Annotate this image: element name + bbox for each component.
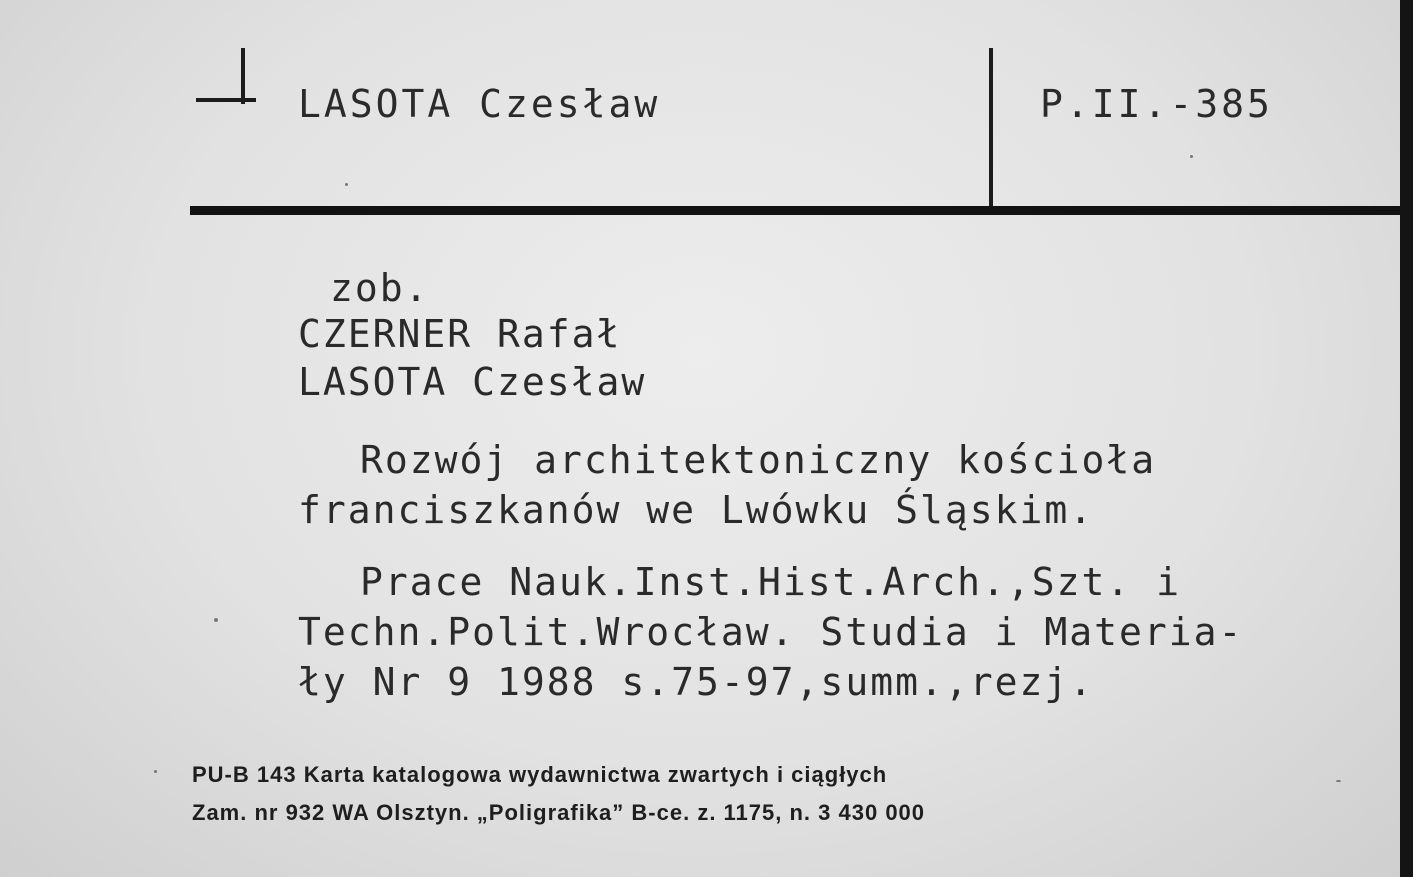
corner-mark-horizontal (196, 98, 256, 102)
title-line-1: Rozwój architektoniczny kościoła (360, 438, 1157, 482)
see-label: zob. (330, 266, 430, 310)
author-heading: LASOTA Czesław (298, 82, 661, 126)
source-line-2: Techn.Polit.Wrocław. Studia i Materia- (298, 610, 1244, 654)
paper-speck (1190, 155, 1193, 158)
source-line-3: ły Nr 9 1988 s.75-97,summ.,rezj. (298, 660, 1095, 704)
corner-mark-vertical (241, 48, 245, 104)
paper-speck (345, 183, 348, 186)
header-rule (190, 206, 1400, 215)
printer-line-1: PU-B 143 Karta katalogowa wydawnictwa zwartych i ciągłych (192, 762, 888, 787)
printer-line-2: Zam. nr 932 WA Olsztyn. „Poligrafika” B-ce. z. 1175, n. 3 430 000 (192, 800, 926, 825)
title-line-2: franciszkanów we Lwówku Śląskim. (298, 488, 1095, 532)
header-divider (989, 48, 993, 208)
source-line-1: Prace Nauk.Inst.Hist.Arch.,Szt. i (360, 560, 1181, 604)
paper-speck (1336, 780, 1341, 782)
paper-speck (214, 618, 218, 622)
paper-speck (154, 770, 157, 773)
call-number: P.II.-385 (1040, 82, 1273, 126)
see-name-1: CZERNER Rafał (298, 312, 622, 356)
scan-edge (1400, 0, 1413, 877)
see-name-2: LASOTA Czesław (298, 360, 647, 404)
